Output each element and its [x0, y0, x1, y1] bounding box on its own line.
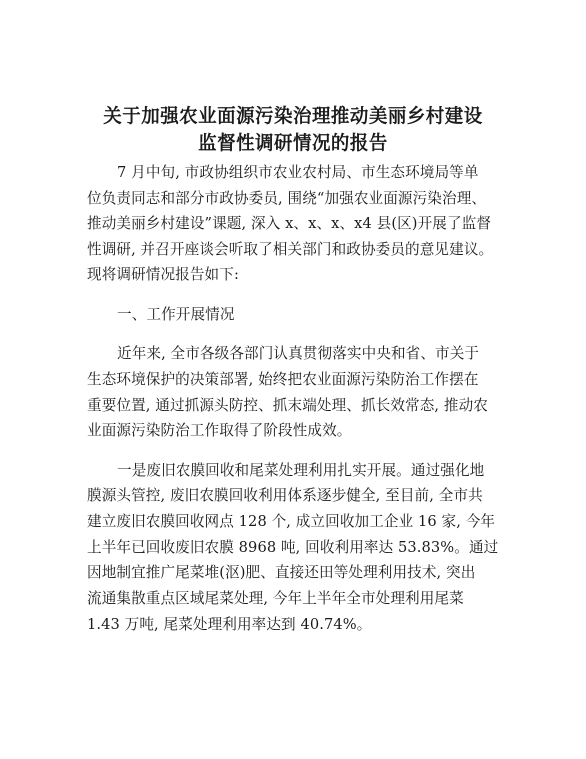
paragraph-overview-line: 重要位置, 通过抓源头防控、抓末端处理、抓长效常态, 推动农 — [87, 397, 488, 414]
paragraph-detail-line: 建立废旧农膜回收网点 128 个, 成立回收加工企业 16 家, 今年 — [87, 513, 496, 530]
paragraph-overview-line: 业面源污染防治工作取得了阶段性成效。 — [87, 422, 352, 439]
paragraph-detail-line: 一是废旧农膜回收和尾菜处理利用扎实开展。通过强化地 — [117, 462, 485, 479]
document-title-line-2: 监督性调研情况的报告 — [198, 132, 388, 154]
paragraph-intro-line: 性调研, 并召开座谈会听取了相关部门和政协委员的意见建议。 — [87, 241, 494, 258]
paragraph-intro-line: 位负责同志和部分市政协委员, 围绕“加强农业面源污染治理、 — [87, 190, 487, 207]
paragraph-intro-line: 推动美丽乡村建设”课题, 深入 x、x、x、x4 县(区)开展了监督 — [87, 215, 492, 232]
paragraph-intro-line: 现将调研情况报告如下: — [87, 266, 239, 283]
paragraph-detail-line: 1.43 万吨, 尾菜处理利用率达到 40.74%。 — [87, 616, 372, 633]
paragraph-detail-line: 膜源头管控, 废旧农膜回收利用体系逐步健全, 至目前, 全市共 — [87, 487, 483, 504]
paragraph-overview-line: 近年来, 全市各级各部门认真贯彻落实中央和省、市关于 — [117, 345, 480, 362]
paragraph-overview-line: 生态环境保护的决策部署, 始终把农业面源污染防治工作摆在 — [87, 371, 479, 388]
section-heading: 一、工作开展情况 — [117, 306, 235, 323]
document-title-line-1: 关于加强农业面源污染治理推动美丽乡村建设 — [103, 105, 483, 127]
paragraph-detail-line: 因地制宜推广尾菜堆(沤)肥、直接还田等处理利用技术, 突出 — [87, 564, 476, 581]
paragraph-detail-line: 上半年已回收废旧农膜 8968 吨, 回收利用率达 53.83%。通过 — [87, 539, 499, 556]
paragraph-intro-line: 7 月中旬, 市政协组织市农业农村局、市生态环境局等单 — [117, 164, 479, 181]
paragraph-detail-line: 流通集散重点区域尾菜处理, 今年上半年全市处理利用尾菜 — [87, 590, 464, 607]
